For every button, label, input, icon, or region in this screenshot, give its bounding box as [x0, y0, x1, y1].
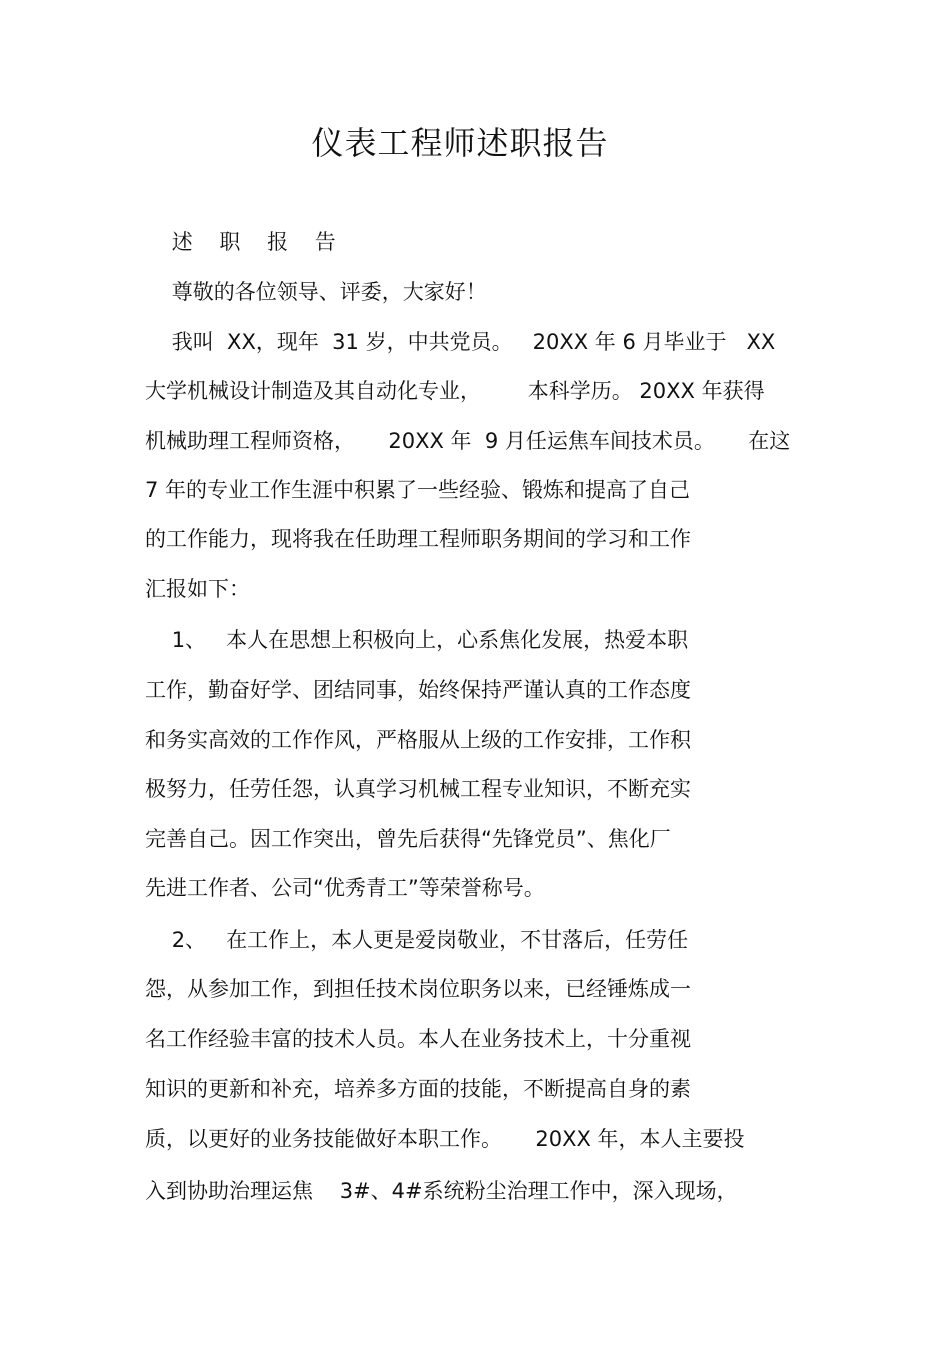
paragraph-line: 名工作经验丰富的技术人员。本人在业务技术上，十分重视 [145, 1027, 691, 1051]
paragraph-line: 汇报如下： [145, 577, 250, 601]
document-title: 仪表工程师述职报告 [311, 124, 609, 162]
paragraph-line: 知识的更新和补充，培养多方面的技能，不断提高自身的素 [145, 1077, 691, 1101]
paragraph-line: 完善自己。因工作突出，曾先后获得“先锋党员”、焦化厂 [145, 827, 671, 851]
paragraph-line: 1、 本人在思想上积极向上，心系焦化发展，热爱本职 [145, 628, 689, 652]
paragraph-line: 机械助理工程师资格， 20XX 年 9 月任运焦车间技术员。 在这 [145, 429, 791, 453]
salutation-line: 尊敬的各位领导、评委，大家好！ [145, 280, 487, 304]
paragraph-line: 怨，从参加工作，到担任技术岗位职务以来，已经锤炼成一 [145, 977, 691, 1001]
paragraph-line: 入到协助治理运焦 3#、4#系统粉尘治理工作中，深入现场， [145, 1179, 738, 1203]
paragraph-line: 先进工作者、公司“优秀青工”等荣誉称号。 [145, 876, 545, 900]
paragraph-line: 质，以更好的业务技能做好本职工作。 20XX 年，本人主要投 [145, 1127, 745, 1151]
heading-line: 述 职 报 告 [145, 230, 336, 254]
paragraph-line: 大学机械设计制造及其自动化专业， 本科学历。 20XX 年获得 [145, 379, 765, 403]
paragraph-line: 工作，勤奋好学、团结同事，始终保持严谨认真的工作态度 [145, 678, 691, 702]
paragraph-line: 我叫 XX，现年 31 岁，中共党员。 20XX 年 6 月毕业于 XX [145, 330, 776, 354]
paragraph-line: 2、 在工作上，本人更是爱岗敬业，不甘落后，任劳任 [145, 928, 689, 952]
paragraph-line: 7 年的专业工作生涯中积累了一些经验、锻炼和提高了自己 [145, 478, 691, 502]
paragraph-line: 极努力，任劳任怨，认真学习机械工程专业知识，不断充实 [145, 777, 691, 801]
paragraph-line: 的工作能力，现将我在任助理工程师职务期间的学习和工作 [145, 527, 691, 551]
paragraph-line: 和务实高效的工作作风，严格服从上级的工作安排，工作积 [145, 728, 691, 752]
